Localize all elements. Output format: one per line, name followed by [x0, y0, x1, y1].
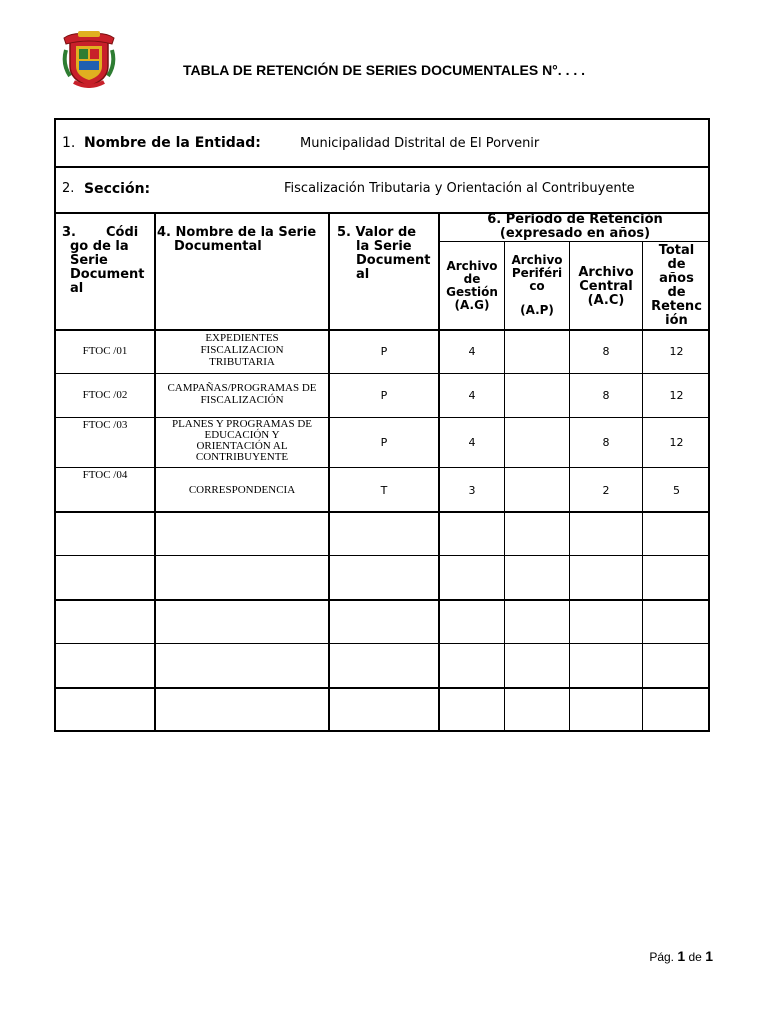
municipal-coat-of-arms-logo: [62, 30, 116, 88]
row-ac: 8: [602, 389, 610, 402]
row-code: FTOC /03: [82, 419, 128, 431]
row-ac: 8: [602, 345, 610, 358]
row-value: P: [380, 345, 388, 358]
row-total: 12: [669, 345, 684, 358]
row-series-name: PLANES Y PROGRAMAS DE EDUCACIÓN Y ORIENTACIÓN AL CONTRIBUYENTE: [171, 418, 313, 463]
row-ag: 3: [468, 484, 476, 497]
row-total: 12: [669, 436, 684, 449]
column-header-archivo-central: Archivo Central (A.C): [578, 265, 634, 308]
row-code: FTOC /01: [82, 345, 128, 357]
section-value: Fiscalización Tributaria y Orientación al Contribuyente: [284, 181, 635, 196]
retention-table: [54, 118, 710, 732]
column-header-name: 4. Nombre de la Serie Documental: [157, 225, 317, 254]
entity-label: Nombre de la Entidad:: [84, 135, 261, 151]
entity-value: Municipalidad Distrital de El Porvenir: [300, 136, 540, 151]
row-series-name: CORRESPONDENCIA: [188, 484, 296, 496]
row-ac: 2: [602, 484, 610, 497]
row-ag: 4: [468, 389, 476, 402]
row-series-name: CAMPAÑAS/PROGRAMAS DE FISCALIZACIÓN: [167, 382, 317, 406]
column-header-archivo-periferico: Archivo Periféri co (A.P): [511, 253, 563, 317]
section-number: 2.: [62, 181, 75, 196]
page-number: Pág. 1 de 1: [649, 948, 713, 964]
row-series-name: EXPEDIENTES FISCALIZACION TRIBUTARIA: [200, 332, 284, 368]
row-code: FTOC /02: [82, 389, 128, 401]
row-value: P: [380, 389, 388, 402]
row-total: 5: [673, 484, 680, 497]
row-ag: 4: [468, 345, 476, 358]
row-value: P: [380, 436, 388, 449]
column-header-archivo-gestion: Archivo de Gestión (A.G): [446, 259, 498, 312]
row-ag: 4: [468, 436, 476, 449]
document-title: TABLA DE RETENCIÓN DE SERIES DOCUMENTALES N°. . . .: [182, 62, 586, 78]
column-header-total: Total de años de Retenc ión: [651, 243, 702, 328]
column-header-period: 6. Periodo de Retención (expresado en años): [487, 212, 663, 241]
column-header-code: 3. Códi go de la Serie Document al: [62, 225, 145, 296]
column-header-value: 5. Valor de la Serie Document al: [337, 225, 431, 282]
section-label: Sección:: [84, 181, 151, 197]
row-value: T: [380, 484, 388, 497]
row-total: 12: [669, 389, 684, 402]
row-ac: 8: [602, 436, 610, 449]
entity-number: 1.: [62, 135, 76, 151]
row-code: FTOC /04: [82, 469, 128, 481]
